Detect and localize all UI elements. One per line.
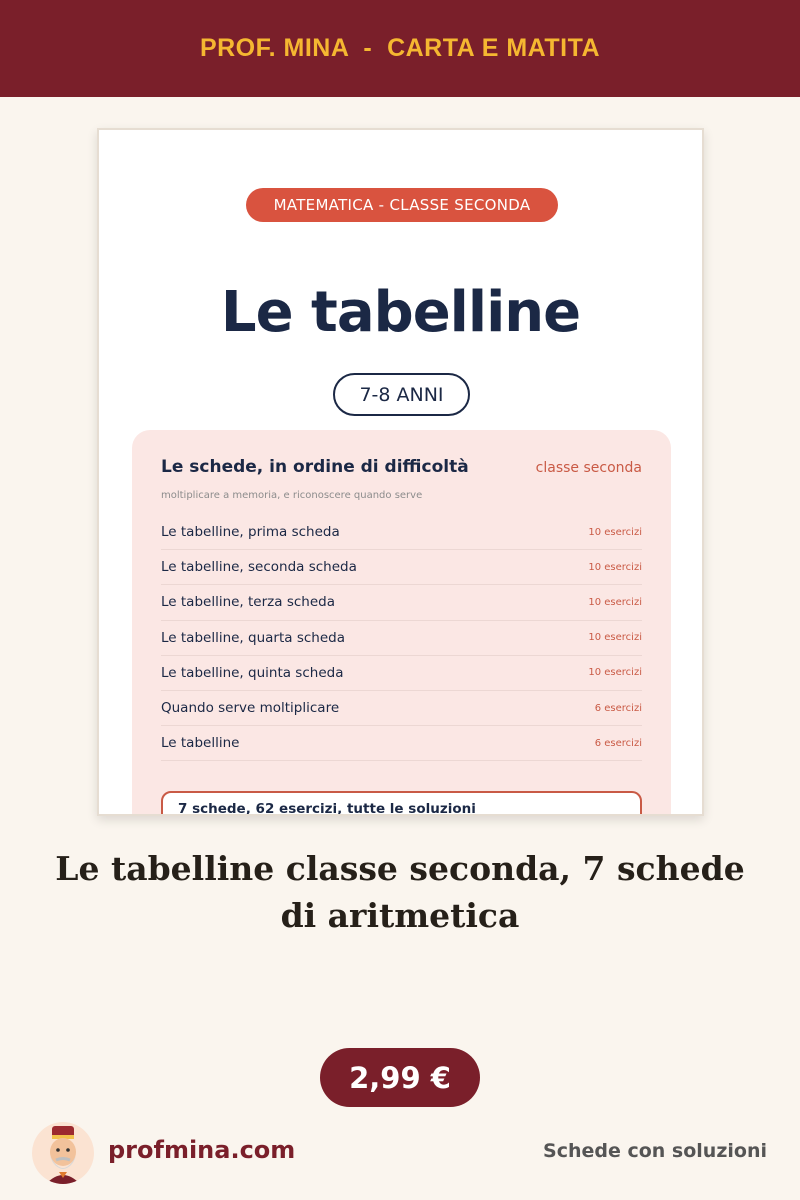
worksheet-row	[161, 691, 642, 726]
age-badge: 7-8 ANNI	[333, 373, 470, 416]
worksheet-name: Le tabelline, prima scheda	[161, 524, 340, 541]
footer-note: Schede con soluzioni	[543, 1140, 767, 1162]
subject-badge: MATEMATICA - CLASSE SECONDA	[246, 188, 558, 222]
exercise-count: 10 esercizi	[588, 596, 642, 608]
summary-text: 7 schede, 62 esercizi, tutte le soluzioni	[178, 801, 476, 816]
worksheet-row	[161, 515, 642, 550]
teacher-avatar-icon	[32, 1122, 94, 1184]
class-tag: classe seconda	[535, 460, 642, 476]
header-bar	[0, 0, 800, 97]
exercise-count: 10 esercizi	[588, 667, 642, 679]
worksheet-list-title: Le schede, in ordine di difficoltà	[161, 457, 469, 477]
worksheet-row	[161, 585, 642, 620]
worksheet-list	[161, 515, 642, 761]
worksheet-name: Le tabelline, seconda scheda	[161, 559, 357, 576]
worksheet-name: Le tabelline	[161, 735, 240, 752]
cover-title: Le tabelline	[220, 280, 581, 345]
product-cover-image[interactable]	[97, 128, 704, 816]
worksheet-row	[161, 621, 642, 656]
price-badge[interactable]: 2,99 €	[320, 1048, 480, 1107]
worksheet-name: Le tabelline, quinta scheda	[161, 664, 344, 681]
brand-header-text: PROF. MINA - CARTA E MATITA	[199, 34, 601, 62]
worksheet-list-subtitle: moltiplicare a memoria, e riconoscere quando serve	[161, 490, 423, 501]
exercise-count: 10 esercizi	[588, 632, 642, 644]
exercise-count: 10 esercizi	[588, 526, 642, 538]
product-title: Le tabelline classe seconda, 7 schede di aritmetica	[55, 849, 745, 935]
site-link[interactable]: profmina.com	[108, 1136, 296, 1164]
worksheet-row	[161, 726, 642, 761]
worksheet-row	[161, 550, 642, 585]
worksheet-list-panel	[132, 430, 671, 816]
worksheet-row	[161, 656, 642, 691]
worksheet-name: Le tabelline, quarta scheda	[161, 629, 345, 646]
summary-box	[161, 791, 642, 816]
exercise-count: 6 esercizi	[594, 737, 642, 749]
worksheet-name: Le tabelline, terza scheda	[161, 594, 335, 611]
exercise-count: 10 esercizi	[588, 561, 642, 573]
worksheet-name: Quando serve moltiplicare	[161, 700, 340, 717]
exercise-count: 6 esercizi	[594, 702, 642, 714]
